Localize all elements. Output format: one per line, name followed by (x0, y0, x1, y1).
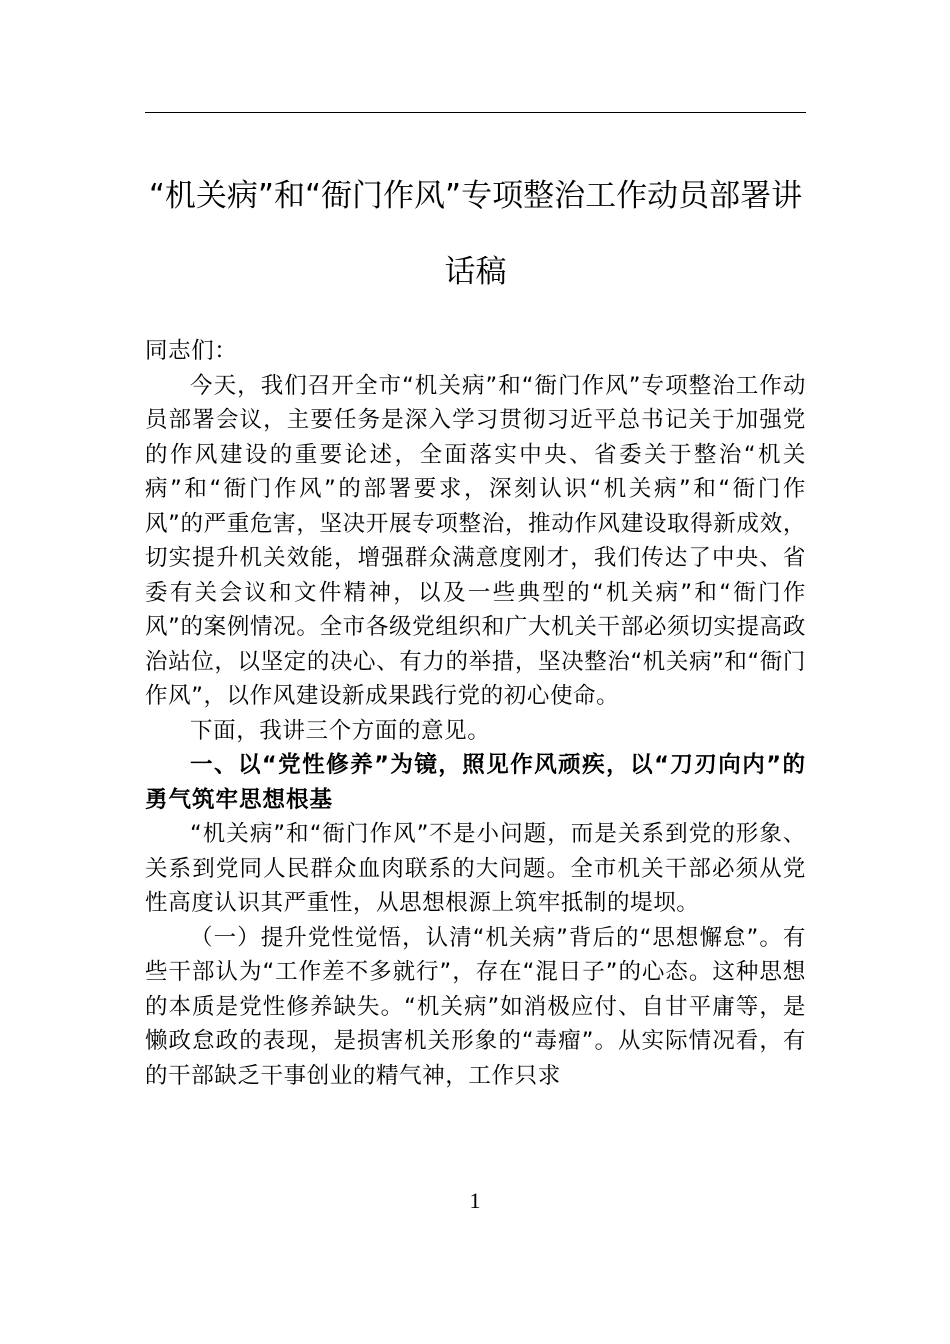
paragraph-subsection-1: （一）提升党性觉悟，认清“机关病”背后的“思想懈怠”。有些干部认为“工作差不多就行”，存在“混日子”的心态。这种思想的本质是党性修养缺失。“机关病”如消极应付、自甘平庸等，是懒政怠政的表现，是损害机关形象的“毒瘤”。从实际情况看，有的干部缺乏干事创业的精气神，工作只求 (145, 924, 806, 1089)
salutation: 同志们： (145, 338, 238, 364)
document-body (145, 334, 806, 1093)
document-title: “机关病”和“衙门作风”专项整治工作动员部署讲话稿 (148, 178, 803, 290)
paragraph-section-1: “机关病”和“衙门作风”不是小问题，而是关系到党的形象、关系到党同人民群众血肉联系的大问题。全市机关干部必须从党性高度认识其严重性，从思想根源上筑牢抵制的堤坝。 (145, 821, 806, 916)
header-rule (145, 112, 806, 113)
section-heading-1: 一、以“党性修养”为镜，照见作风顽疾，以“刀刃向内”的勇气筑牢思想根基 (145, 752, 806, 813)
page-number: 1 (469, 1188, 481, 1213)
paragraph-transition: 下面，我讲三个方面的意见。 (190, 717, 491, 744)
paragraph-intro: 今天，我们召开全市“机关病”和“衙门作风”专项整治工作动员部署会议，主要任务是深入学习贯彻习近平总书记关于加强党的作风建设的重要论述，全面落实中央、省委关于整治“机关病”和“衙门作风”的部署要求，深刻认识“机关病”和“衙门作风”的严重危害，坚决开展专项整治，推动作风建设取得新成效，切实提升机关效能，增强群众满意度刚才，我们传达了中央、省委有关会议和文件精神，以及一些典型的“机关病”和“衙门作风”的案例情况。全市各级党组织和广大机关干部必须切实提高政治站位，以坚定的决心、有力的举措，坚决整治“机关病”和“衙门作风”，以作风建设新成果践行党的初心使命。 (145, 372, 806, 709)
